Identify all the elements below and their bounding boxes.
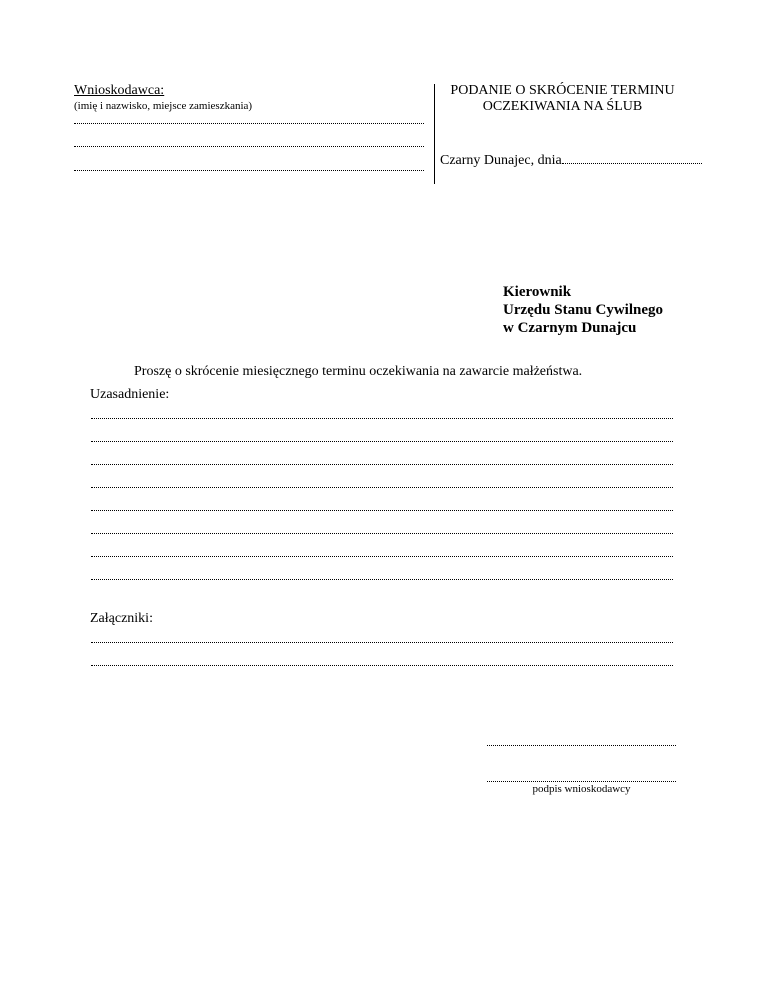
place-date [440,153,702,169]
justification-line-1[interactable] [91,418,673,421]
signature-line-1[interactable] [487,745,676,748]
place-date-label: Czarny Dunajec, dnia [440,153,562,168]
form-title: PODANIE O SKRÓCENIE TERMINU OCZEKIWANIA NA ŚLUB [450,83,675,114]
justification-line-3[interactable] [91,464,673,467]
justification-line-4[interactable] [91,487,673,490]
justification-line-8[interactable] [91,579,673,582]
applicant-hint: (imię i nazwisko, miejsce zamieszkania) [74,100,253,112]
applicant-line-3[interactable] [74,170,424,173]
request-text: Proszę o skrócenie miesięcznego terminu oczekiwania na zawarcie małżeństwa. [134,364,583,379]
recipient-line-3: w Czarnym Dunajcu [503,320,637,336]
applicant-line-1[interactable] [74,123,424,126]
attachments-label: Załączniki: [90,611,153,626]
recipient-line-1: Kierownik [503,284,572,300]
justification-line-5[interactable] [91,510,673,513]
justification-label: Uzasadnienie: [90,387,170,402]
date-field[interactable] [562,153,702,164]
attachments-line-1[interactable] [91,642,673,645]
recipient-line-2: Urzędu Stanu Cywilnego [503,302,664,318]
justification-line-7[interactable] [91,556,673,559]
header-divider [434,84,435,184]
justification-line-2[interactable] [91,441,673,444]
applicant-line-2[interactable] [74,146,424,149]
attachments-line-2[interactable] [91,665,673,668]
justification-line-6[interactable] [91,533,673,536]
recipient-block [503,283,663,337]
applicant-label: Wnioskodawca: [74,83,165,98]
signature-caption: podpis wnioskodawcy [532,783,631,795]
